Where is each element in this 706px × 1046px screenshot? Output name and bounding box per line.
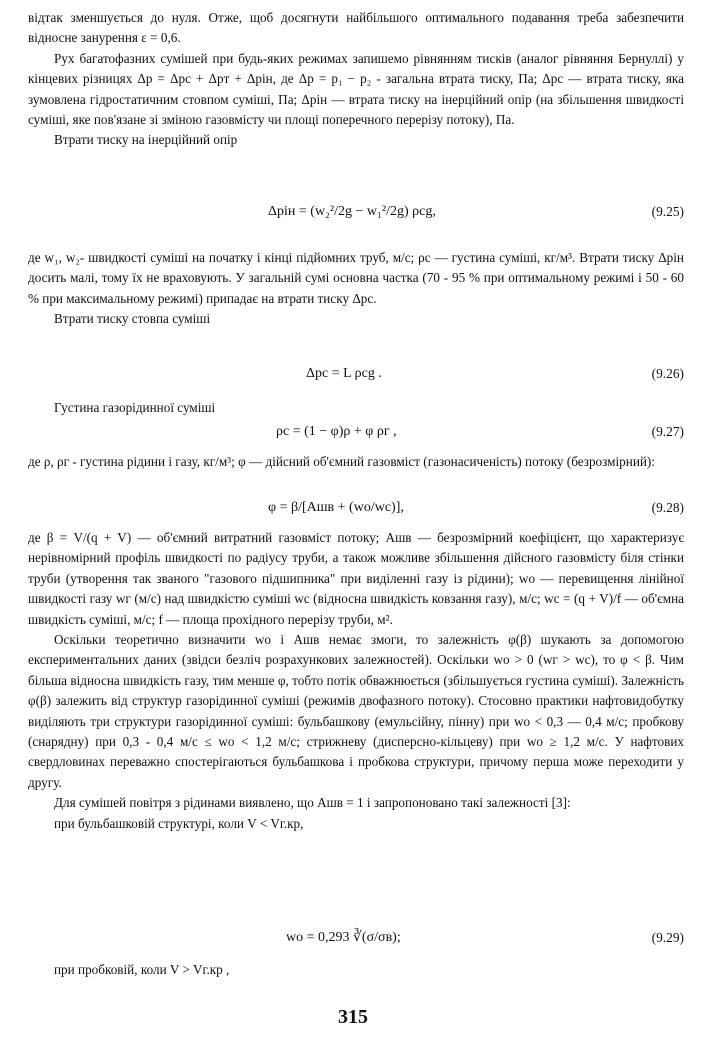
text-block-5 <box>28 528 684 834</box>
equation-9-28 <box>28 496 684 520</box>
equation-9-27 <box>28 420 684 444</box>
equation-9-29-number: (9.29) <box>651 930 684 945</box>
paragraph-4: де w₁, w₂- швидкості суміші на початку і кінці підйомних труб, м/с; ρс — густина суміші, кг/м³. Втрати тиску Δpін досить малі, тому їх не враховують. У загальній сумі основна частка (70 - 95 % при оптимальному режимі і 50 - 60 % при максимальному режимі) припадає на втрати тиску Δpс. <box>28 250 684 306</box>
equation-9-29 <box>28 926 684 950</box>
equation-9-26-number: (9.26) <box>651 366 684 381</box>
paragraph-11: при бульбашковій структурі, коли V < Vг.кр, <box>54 815 304 831</box>
equation-9-29-formula: wо = 0,293 ∛(σ/σв); <box>286 930 401 945</box>
paragraph-1: відтак зменшується до нуля. Отже, щоб досягнути найбільшого оптимального подавання треба забезпечити відносне занурення ε = 0,6. <box>28 10 684 46</box>
paragraph-3: Втрати тиску на інерційний опір <box>54 132 238 148</box>
text-block-1 <box>28 8 684 151</box>
equation-9-28-formula: φ = β/[Aшв + (wо/wс)], <box>268 500 404 515</box>
paragraph-5: Втрати тиску стовпа суміші <box>54 311 211 327</box>
paragraph-6: Густина газорідинної суміші <box>54 400 216 415</box>
text-block-4 <box>28 452 684 472</box>
paragraph-2: Рух багатофазних сумішей при будь-яких режимах запишемо рівнянням тисків (аналог рівняння Бернуллі) у кінцевих різницях Δp = Δpс + Δpт + Δpін, де Δp = p₁ − p₂ - загальна втрата тиску, Па; Δpс — втрата тиску, яка зумовлена гідростатичним стовпом суміші, Па; Δpін — втрата тиску на інерційний опір (на збільшення швидкості суміші, яке пов'язане зі зміною газовмісту чи площі поперечного перерізу потоку), Па. <box>28 50 684 128</box>
page-number: 315 <box>338 1006 368 1028</box>
paragraph-10: Для сумішей повітря з рідинами виявлено, що Aшв = 1 і запропоновано такі залежності [3]: <box>54 795 571 811</box>
equation-9-25-formula: Δpін = (w₂²/2g − w₁²/2g) ρсg, <box>268 204 436 219</box>
equation-9-25 <box>28 200 684 224</box>
text-block-3 <box>28 398 684 418</box>
equation-9-28-number: (9.28) <box>651 500 684 515</box>
equation-9-25-number: (9.25) <box>651 204 684 219</box>
equation-9-26 <box>28 362 684 386</box>
paragraph-12: при пробковій, коли V > Vг.кр , <box>54 962 230 977</box>
text-block-2 <box>28 248 684 330</box>
equation-9-27-formula: ρс = (1 − φ)ρ + φ ρг , <box>276 424 397 439</box>
equation-9-27-number: (9.27) <box>651 424 684 439</box>
paragraph-8: де β = V/(q + V) — об'ємний витратний газовміст потоку; Aшв — безрозмірний коефіцієнт, що характеризує нерівномірний профіль швидкості по радіусу труби, а також можливе збільшення дійсного газовмісту біля стінки труби (утворення так званого "газового підшипника" при виділенні газу із рідини); wо — перевищення лінійної швидкості газу wг (м/с) над швидкістю суміші wс (відносна швидкість ковзання газу), м/с; wс = (q + V)/f — об'ємна швидкість суміші, м/с; f — площа прохідного перерізу труби, м². <box>28 530 684 627</box>
text-block-6 <box>28 960 684 980</box>
paragraph-7: де ρ, ρг - густина рідини і газу, кг/м³; φ — дійсний об'ємний газовміст (газонасиченість) потоку (безрозмірний): <box>28 454 655 469</box>
equation-9-26-formula: Δpс = L ρсg . <box>306 366 382 381</box>
paragraph-9: Оскільки теоретично визначити wо і Aшв немає змоги, то залежність φ(β) шукають за допомогою експериментальних даних (звідси безліч розрахункових залежностей). Оскільки wо > 0 (wг > wс), то φ < β. Чим більша відносна швидкість газу, тим менше φ, тобто потік обважнюється (збільшується густина суміші). Залежність φ(β) залежить від структур газорідинної суміші (режимів двофазного потоку). Стосовно практики нафтовидобутку виділяють три структури газорідинної суміші: бульбашкову (емульсійну, пінну) при wо < 0,3 — 0,4 м/с; пробкову (снарядну) при 0,3 - 0,4 м/с ≤ wо < 1,2 м/с; стрижневу (дисперсно-кільцеву) при wо ≥ 1,2 м/с. У нафтових свердловинах переважно спостерігаються бульбашкова і пробкова структури, причому перша може переходити у другу. <box>28 632 684 790</box>
